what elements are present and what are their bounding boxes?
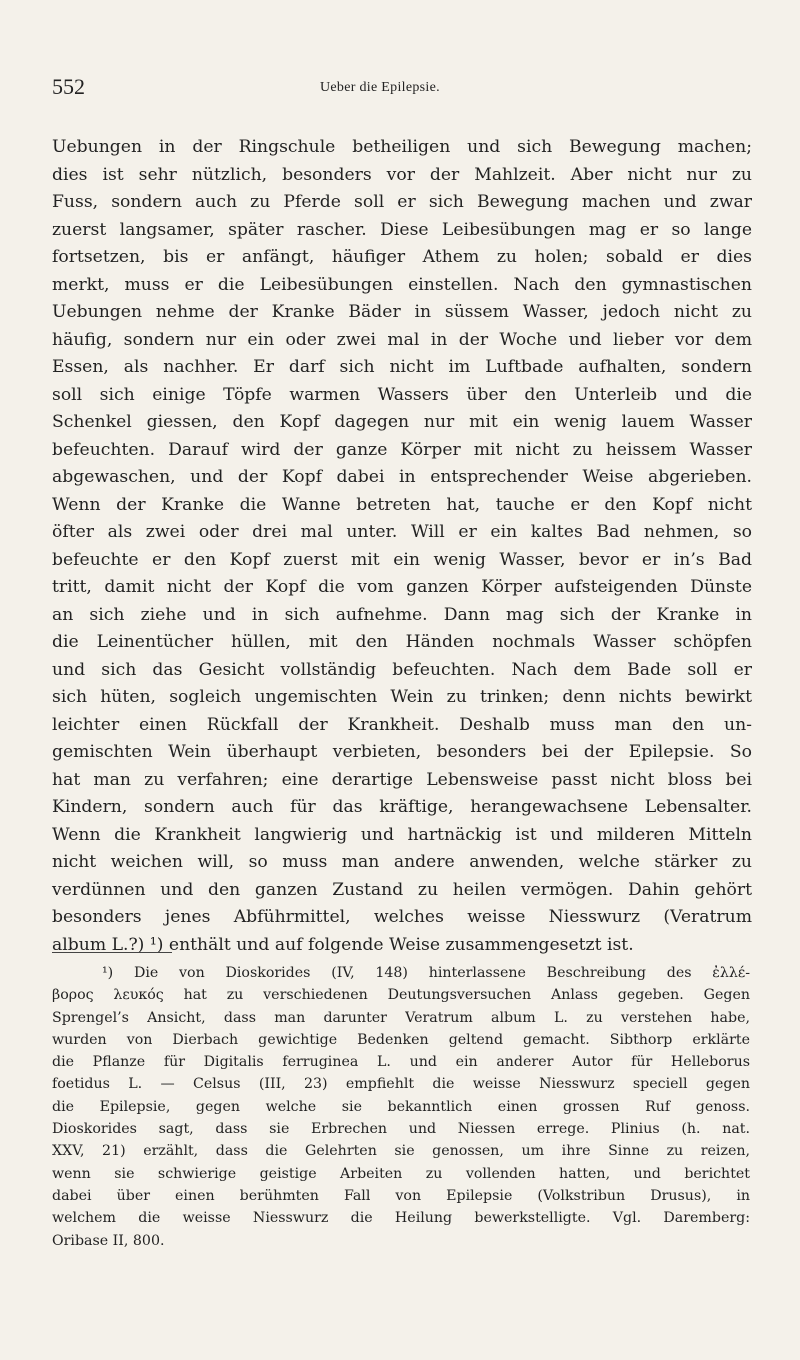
text-line: die Leinentücher hüllen, mit den Händen nochmals Wasser schöpfen <box>52 632 752 652</box>
footnote-line: Oribase II, 800. <box>52 1232 165 1249</box>
footnote-line: die Epilepsie, gegen welche sie bekanntlich einen grossen Ruf genoss. <box>52 1098 750 1115</box>
footnote <box>52 962 750 1252</box>
footnote-line: wenn sie schwierige geistige Arbeiten zu vollenden hatten, und berichtet <box>52 1165 750 1182</box>
text-line: Wenn der Kranke die Wanne betreten hat, tauche er den Kopf nicht <box>52 494 752 515</box>
text-line: gemischten Wein überhaupt verbieten, besonders bei der Epilepsie. So <box>52 742 752 762</box>
text-line: öfter als zwei oder drei mal unter. Will er ein kaltes Bad nehmen, so <box>52 522 752 542</box>
main-text <box>52 134 752 959</box>
text-line: abgewaschen, und der Kopf dabei in entsprechender Weise abgerieben. <box>52 467 752 487</box>
text-line: befeuchte er den Kopf zuerst mit ein wenig Wasser, bevor er in’s Bad <box>52 549 752 570</box>
text-line: zuerst langsamer, später rascher. Diese Leibesübungen mag er so lange <box>52 219 752 240</box>
footnote-line: ¹) Die von Dioskorides (IV, 148) hinterlassene Beschreibung des ἐλλέ- <box>102 965 750 981</box>
footnote-line: foetidus L. — Celsus (III, 23) empfiehlt die weisse Niesswurz speciell gegen <box>52 1076 750 1093</box>
footnote-line: wurden von Dierbach gewichtige Bedenken geltend gemacht. Sibthorp erklärte <box>52 1031 750 1048</box>
text-line: Uebungen nehme der Kranke Bäder in süssem Wasser, jedoch nicht zu <box>52 302 752 322</box>
text-line: verdünnen und den ganzen Zustand zu heilen vermögen. Dahin gehört <box>52 879 752 900</box>
text-line: tritt, damit nicht der Kopf die vom ganzen Körper aufsteigenden Dünste <box>52 577 752 597</box>
footnote-line: Sprengel’s Ansicht, dass man darunter Veratrum album L. zu verstehen habe, <box>52 1009 750 1026</box>
text-line: Kindern, sondern auch für das kräftige, herangewachsene Lebensalter. <box>52 797 752 817</box>
text-line: Wenn die Krankheit langwierig und hartnäckig ist und milderen Mitteln <box>52 824 752 845</box>
text-line: an sich ziehe und in sich aufnehme. Dann mag sich der Kranke in <box>52 604 752 625</box>
text-line: dies ist sehr nützlich, besonders vor der Mahlzeit. Aber nicht nur zu <box>52 164 752 185</box>
text-line: besonders jenes Abführmittel, welches weisse Niesswurz (Veratrum <box>52 907 752 927</box>
text-line: leichter einen Rückfall der Krankheit. Deshalb muss man den un- <box>52 714 752 735</box>
text-line: soll sich einige Töpfe warmen Wassers über den Unterleib und die <box>52 384 752 405</box>
text-line: Essen, als nachher. Er darf sich nicht im Luftbade aufhalten, sondern <box>52 357 752 377</box>
footnote-line: welchem die weisse Niesswurz die Heilung bewerkstelligte. Vgl. Daremberg: <box>52 1210 750 1227</box>
text-line: sich hüten, sogleich ungemischten Wein zu trinken; denn nichts bewirkt <box>52 687 752 707</box>
running-title: Ueber die Epilepsie. <box>320 80 440 95</box>
page-header <box>52 74 752 104</box>
text-line: merkt, muss er die Leibesübungen einstellen. Nach den gymnastischen <box>52 274 752 295</box>
text-line: Schenkel giessen, den Kopf dagegen nur mit ein wenig lauem Wasser <box>52 412 752 432</box>
text-line: und sich das Gesicht vollständig befeuchten. Nach dem Bade soll er <box>52 659 752 680</box>
text-line: hat man zu verfahren; eine derartige Lebensweise passt nicht bloss bei <box>52 769 752 790</box>
text-line: album L.?) ¹) enthält und auf folgende Weise zusammengesetzt ist. <box>52 934 634 955</box>
text-line: befeuchten. Darauf wird der ganze Körper mit nicht zu heissem Wasser <box>52 439 752 460</box>
footnote-rule <box>52 952 172 953</box>
text-line: Uebungen in der Ringschule betheiligen und sich Bewegung machen; <box>52 137 752 157</box>
text-line: häufig, sondern nur ein oder zwei mal in der Woche und lieber vor dem <box>52 329 752 350</box>
text-line: nicht weichen will, so muss man andere anwenden, welche stärker zu <box>52 852 752 872</box>
text-line: fortsetzen, bis er anfängt, häufiger Athem zu holen; sobald er dies <box>52 247 752 267</box>
page-number: 552 <box>52 74 85 99</box>
footnote-line: die Pflanze für Digitalis ferruginea L. und ein anderer Autor für Helleborus <box>52 1054 750 1071</box>
footnote-line: Dioskorides sagt, dass sie Erbrechen und Niessen errege. Plinius (h. nat. <box>52 1121 750 1138</box>
text-line: Fuss, sondern auch zu Pferde soll er sich Bewegung machen und zwar <box>52 192 752 212</box>
footnote-line: dabei über einen berühmten Fall von Epilepsie (Volkstribun Drusus), in <box>52 1187 750 1204</box>
footnote-line: XXV, 21) erzählt, dass die Gelehrten sie genossen, um ihre Sinne zu reizen, <box>52 1143 750 1160</box>
footnote-line: βορος λευκός hat zu verschiedenen Deutungsversuchen Anlass gegeben. Gegen <box>52 987 750 1004</box>
